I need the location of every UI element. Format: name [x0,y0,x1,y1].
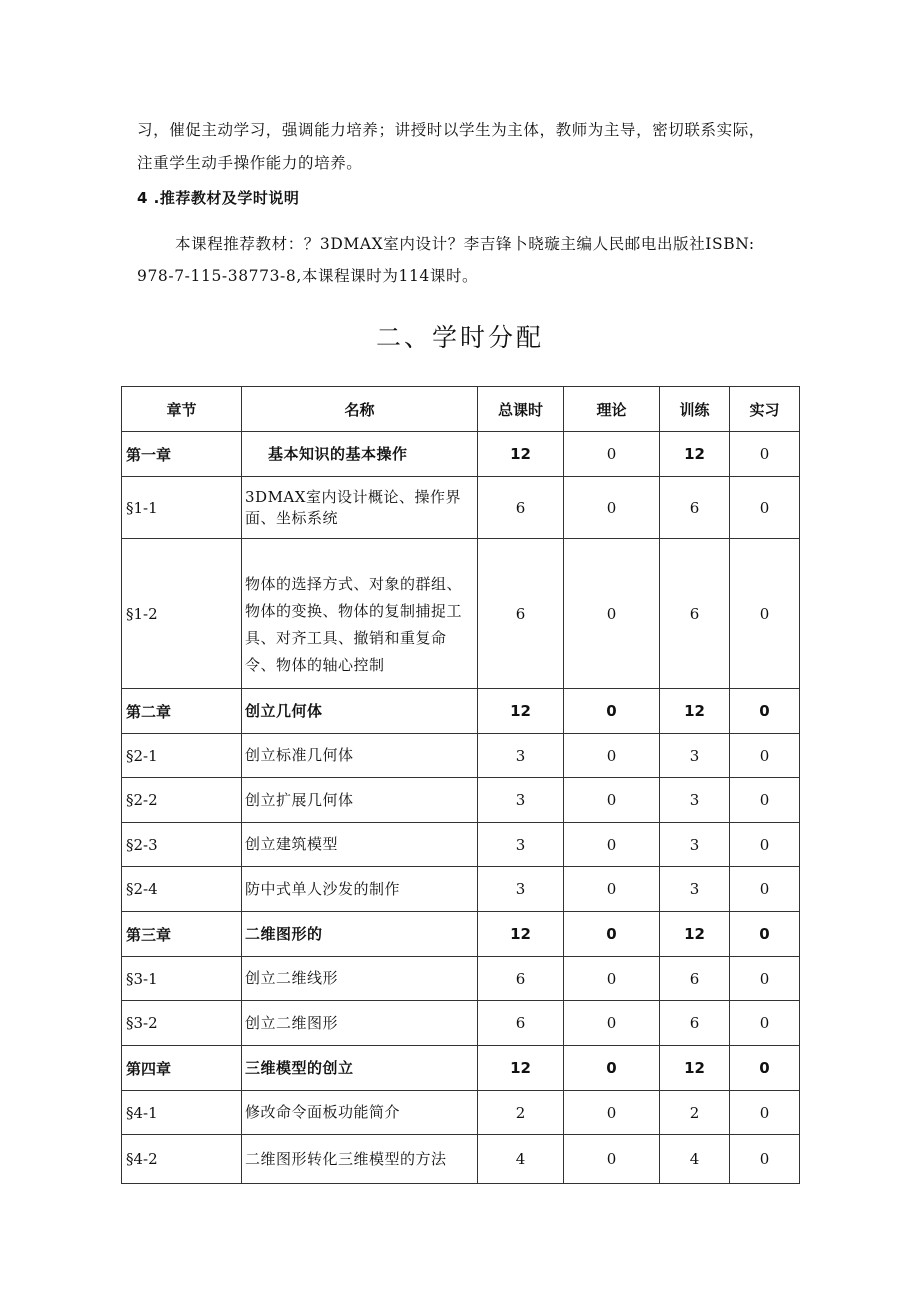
table-row [122,539,800,689]
training-cell: 6 [660,539,730,689]
name-cell: 防中式单人沙发的制作 [242,867,478,912]
total-cell: 3 [478,867,564,912]
practice-cell: 0 [730,432,800,477]
table-row [122,432,800,477]
header-name: 名称 [242,387,478,432]
training-cell: 6 [660,1001,730,1046]
training-cell: 12 [660,689,730,734]
total-cell: 6 [478,957,564,1001]
theory-cell: 0 [564,432,660,477]
training-cell: 3 [660,823,730,867]
training-cell: 6 [660,477,730,539]
table-row [122,689,800,734]
total-cell: 3 [478,823,564,867]
header-theory: 理论 [564,387,660,432]
name-cell: 二维图形转化三维模型的方法 [242,1135,478,1184]
practice-cell: 0 [730,867,800,912]
intro-line-2: 注重学生动手操作能力的培养。 [137,154,363,172]
theory-cell: 0 [564,689,660,734]
practice-cell: 0 [730,1091,800,1135]
total-cell: 12 [478,689,564,734]
section-cell: 第三章 [122,912,242,957]
theory-cell: 0 [564,912,660,957]
practice-cell: 0 [730,778,800,823]
training-cell: 12 [660,432,730,477]
name-cell: 3DMAX室内设计概论、操作界面、坐标系统 [242,477,478,539]
theory-cell: 0 [564,957,660,1001]
practice-cell: 0 [730,1001,800,1046]
theory-cell: 0 [564,1091,660,1135]
table-row [122,912,800,957]
name-cell: 物体的选择方式、对象的群组、物体的变换、物体的复制捕捉工具、对齐工具、撤销和重复命令、物体的轴心控制 [242,539,478,689]
practice-cell: 0 [730,912,800,957]
theory-cell: 0 [564,539,660,689]
training-cell: 12 [660,1046,730,1091]
theory-cell: 0 [564,477,660,539]
section-cell: 第二章 [122,689,242,734]
name-cell: 创立几何体 [242,689,478,734]
theory-cell: 0 [564,1046,660,1091]
section-cell: §2-1 [122,734,242,778]
section-cell: §3-1 [122,957,242,1001]
training-cell: 2 [660,1091,730,1135]
total-cell: 12 [478,432,564,477]
practice-cell: 0 [730,1135,800,1184]
textbook-line-2: 978-7-115-38773-8,本课程课时为114课时。 [137,267,479,285]
section-4-heading: 4 .推荐教材及学时说明 [137,189,300,207]
section-cell: §2-4 [122,867,242,912]
section-cell: §4-1 [122,1091,242,1135]
practice-cell: 0 [730,689,800,734]
total-cell: 6 [478,539,564,689]
table-row [122,1135,800,1184]
section-cell: §1-2 [122,539,242,689]
practice-cell: 0 [730,1046,800,1091]
theory-cell: 0 [564,867,660,912]
table-row [122,778,800,823]
training-cell: 12 [660,912,730,957]
total-cell: 12 [478,912,564,957]
total-cell: 4 [478,1135,564,1184]
theory-cell: 0 [564,1001,660,1046]
name-cell: 基本知识的基本操作 [242,432,478,477]
table-row [122,867,800,912]
practice-cell: 0 [730,957,800,1001]
header-section: 章节 [122,387,242,432]
training-cell: 6 [660,957,730,1001]
total-cell: 6 [478,477,564,539]
total-cell: 6 [478,1001,564,1046]
practice-cell: 0 [730,477,800,539]
name-cell: 三维模型的创立 [242,1046,478,1091]
section-cell: §2-3 [122,823,242,867]
page-title: 二、学时分配 [375,323,544,352]
practice-cell: 0 [730,734,800,778]
section-cell: §2-2 [122,778,242,823]
theory-cell: 0 [564,1135,660,1184]
table-row [122,957,800,1001]
practice-cell: 0 [730,539,800,689]
table-row [122,477,800,539]
intro-line-1: 习，催促主动学习，强调能力培养；讲授时以学生为主体，教师为主导，密切联系实际， [137,121,765,139]
name-cell: 二维图形的 [242,912,478,957]
practice-cell: 0 [730,823,800,867]
name-cell: 创立二维图形 [242,1001,478,1046]
total-cell: 12 [478,1046,564,1091]
name-cell: 创立扩展几何体 [242,778,478,823]
name-cell: 创立标准几何体 [242,734,478,778]
training-cell: 3 [660,778,730,823]
hours-table [121,386,800,1184]
total-cell: 2 [478,1091,564,1135]
table-row [122,823,800,867]
theory-cell: 0 [564,823,660,867]
theory-cell: 0 [564,734,660,778]
table-row [122,734,800,778]
table-row [122,1001,800,1046]
name-cell: 创立二维线形 [242,957,478,1001]
name-cell: 修改命令面板功能简介 [242,1091,478,1135]
table-header-row [122,387,800,432]
textbook-line-1: 本课程推荐教材：？3DMAX室内设计？李吉锋卜晓璇主编人民邮电出版社ISBN: [175,235,755,253]
header-practice: 实习 [730,387,800,432]
training-cell: 4 [660,1135,730,1184]
training-cell: 3 [660,867,730,912]
training-cell: 3 [660,734,730,778]
section-cell: 第一章 [122,432,242,477]
total-cell: 3 [478,734,564,778]
table-row [122,1046,800,1091]
table-row [122,1091,800,1135]
section-cell: 第四章 [122,1046,242,1091]
section-cell: §1-1 [122,477,242,539]
header-total: 总课时 [478,387,564,432]
theory-cell: 0 [564,778,660,823]
header-training: 训练 [660,387,730,432]
total-cell: 3 [478,778,564,823]
section-cell: §3-2 [122,1001,242,1046]
name-cell: 创立建筑模型 [242,823,478,867]
section-cell: §4-2 [122,1135,242,1184]
